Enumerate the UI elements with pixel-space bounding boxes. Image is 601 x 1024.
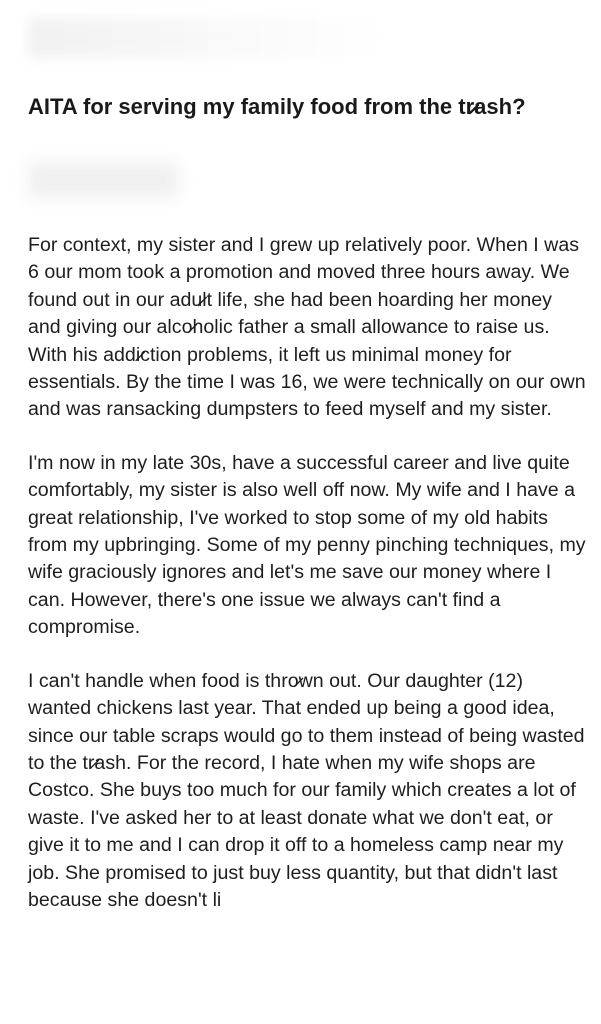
blurred-header <box>28 18 388 58</box>
blurred-post-meta <box>28 162 178 198</box>
post-paragraph: I'm now in my late 30s, have a successful career and live quite comfortably, my sister is also well off now. My wife and I have a great relationship, I've worked to stop some of my old habits from my upbringing. Some of my penny pinching techniques, my wife graciously ignores and let's me save our money where I can. However, there's one issue we always can't find a compromise. <box>28 451 586 639</box>
post-paragraph: For context, my sister and I grew up relatively poor. When I was 6 our mom took a promotion and moved three hours away. We found out in our adu̷lt life, she had been hoarding her money and giving our alco̷holic father a small allowance to raise us. With his addi̷ction problems, it left us minimal money for essentials. By the time I was 16, we were technically on our own and was ransacking dumpsters to feed myself and my sister. <box>28 234 586 421</box>
post-paragraph: I can't handle when food is thro̷wn out. Our daughter (12) wanted chickens last year. That ended up being a good idea, since our table scraps would go to them instead of being wasted to the tr̷ash. For the record, I hate when my wife shops are Costco. She buys too much for our family which creates a lot of waste. I've asked her to at least donate what we don't eat, or give it to me and I can drop it off to a homeless camp near my job. She promised to just buy less quantity, but that didn't last because she doesn't li <box>28 669 585 911</box>
post-body <box>28 232 588 940</box>
post-title: AITA for serving my family food from the tr̷ash? <box>28 94 526 119</box>
